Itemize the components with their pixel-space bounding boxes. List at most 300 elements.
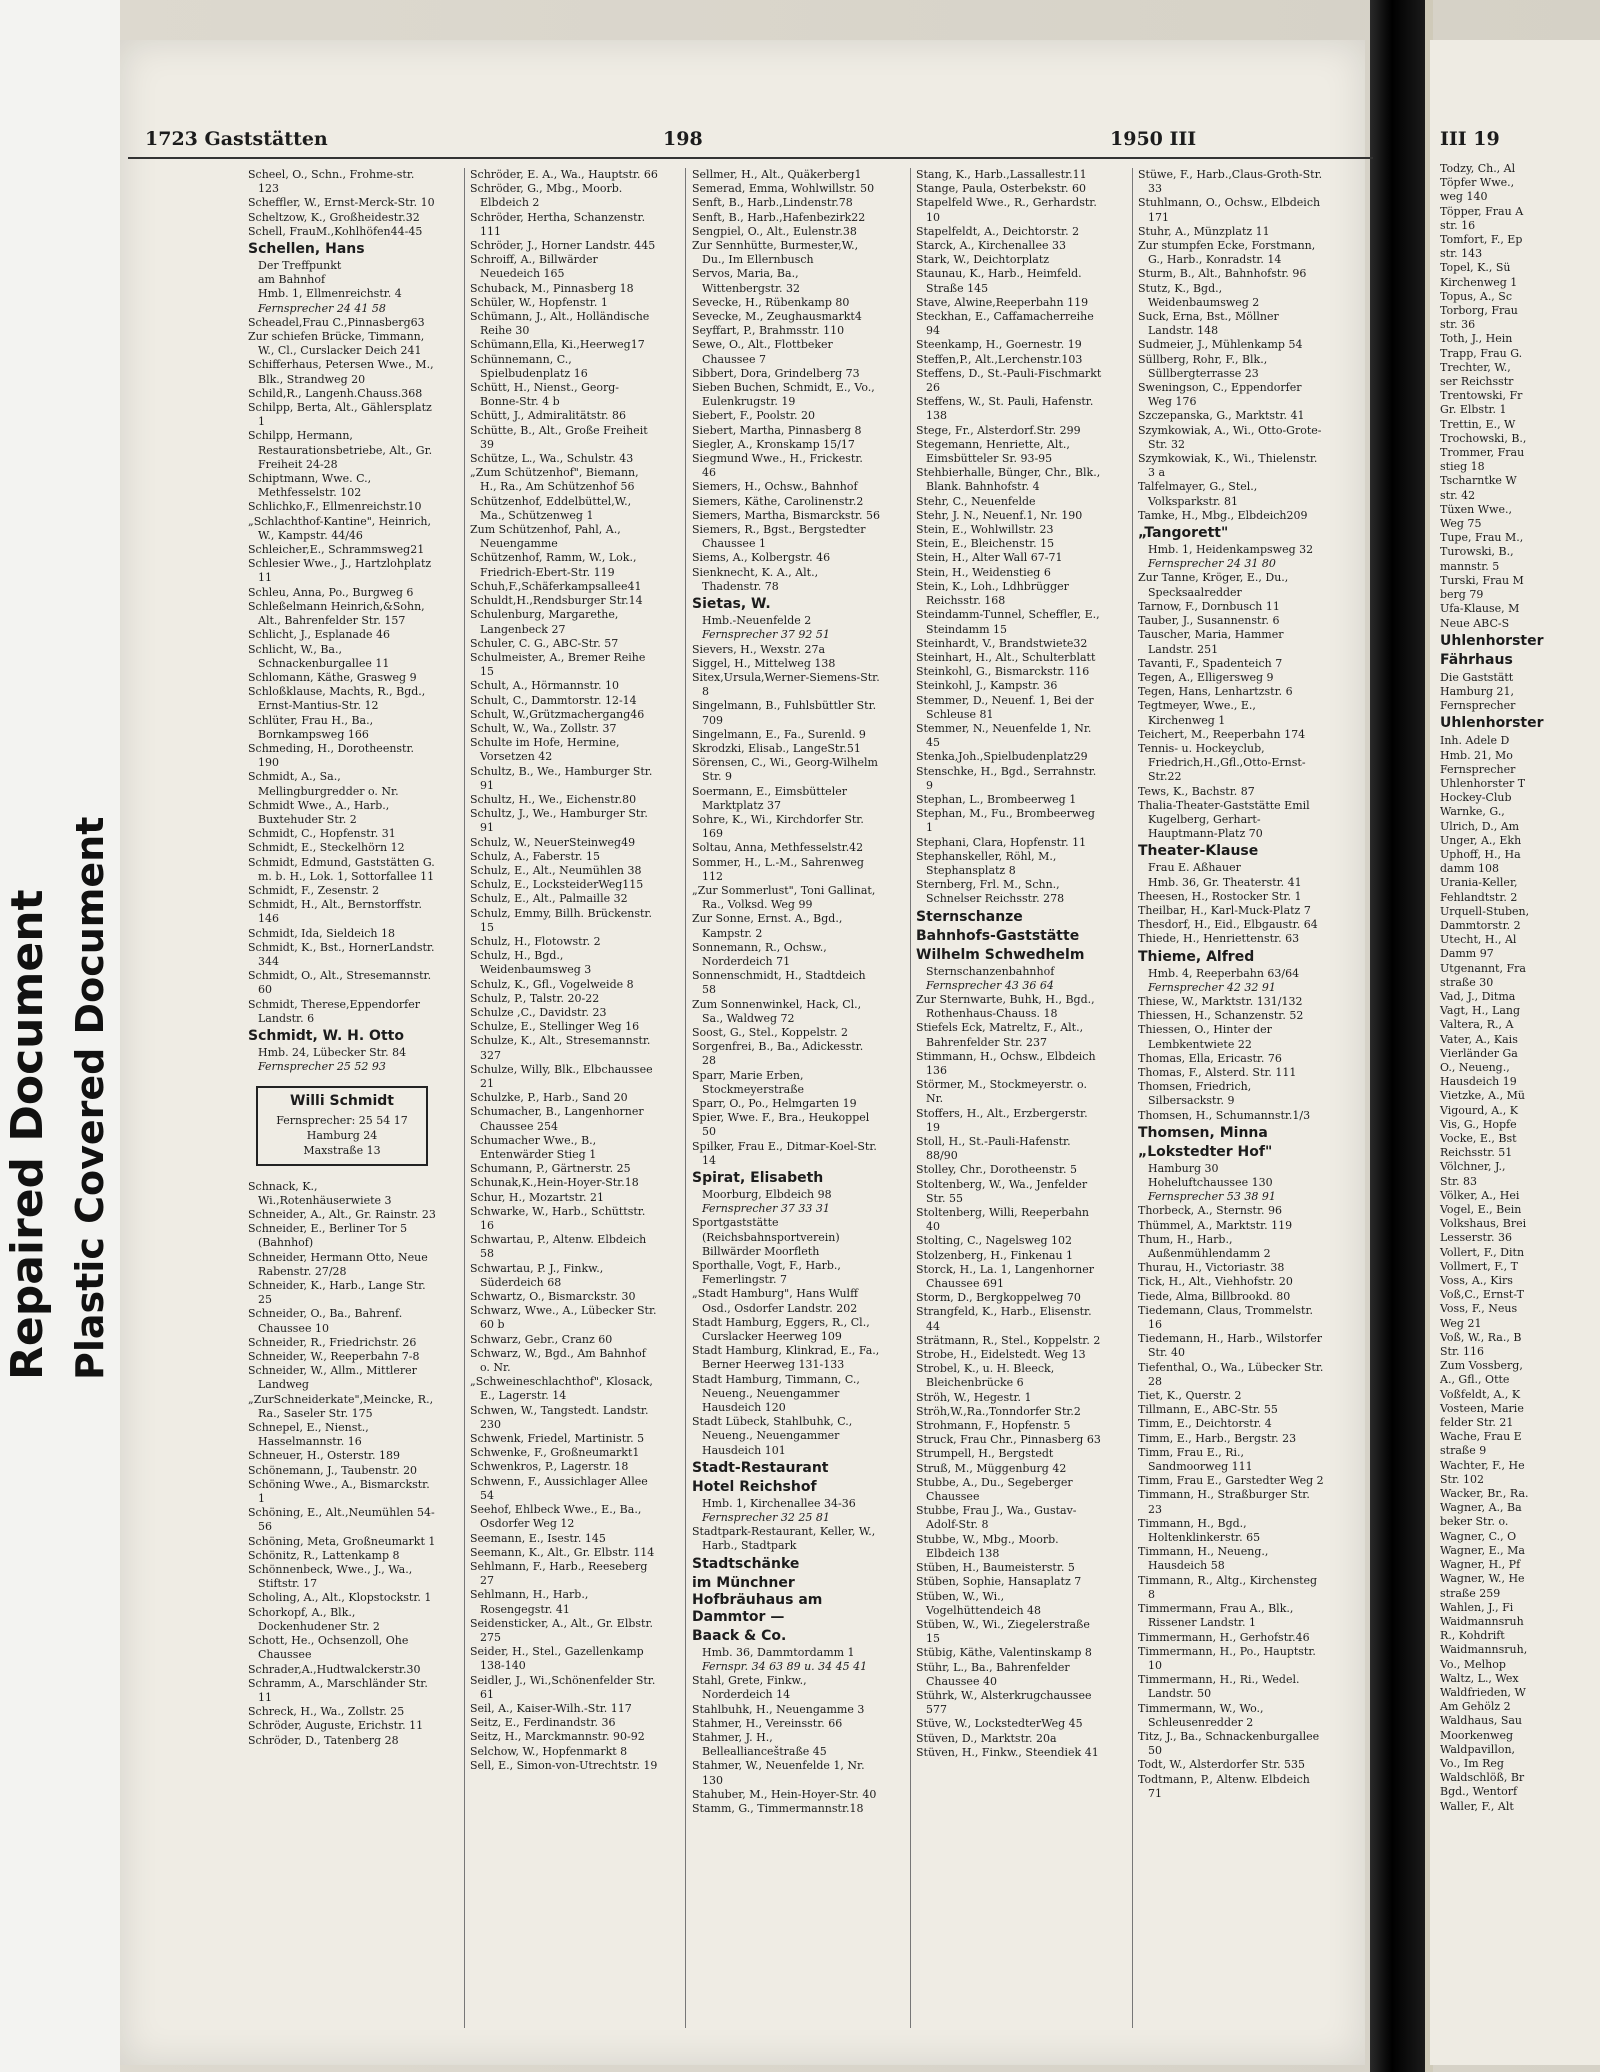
right-page-entry: Topel, K., Sü — [1440, 261, 1511, 275]
directory-entry: Schultz, H., We., Eichenstr.80 — [470, 792, 637, 806]
directory-entry: Schöning, E., Alt.,Neumühlen 54-56 — [248, 1506, 435, 1534]
right-page-entry: Waldpavillon, — [1440, 1742, 1516, 1756]
business-heading: „Lokstedter Hof" — [1138, 1143, 1273, 1160]
directory-entry: Schulz, H., Flotowstr. 2 — [470, 934, 601, 948]
directory-entry: Thalia-Theater-Gaststätte Emil Kugelberg, Gerhart-Hauptmann-Platz 70 — [1138, 798, 1310, 841]
directory-entry: Schwenk, Friedel, Martinistr. 5 — [470, 1432, 645, 1446]
directory-entry: Stoltenberg, Willi, Reeperbahn 40 — [916, 1206, 1090, 1234]
directory-entry: Stubbe, W., Mbg., Moorb. Elbdeich 138 — [916, 1532, 1059, 1560]
right-page-entry: Zum Vossberg, — [1440, 1359, 1523, 1373]
directory-entry: Schifferhaus, Petersen Wwe., M., Blk., Strandweg 20 — [248, 358, 434, 386]
right-page-entry: Völchner, J., — [1440, 1160, 1506, 1174]
directory-entry: Stüwe, F., Harb.,Claus-Groth-Str. 33 — [1138, 168, 1323, 196]
directory-entry: Sengpiel, O., Alt., Eulenstr.38 — [692, 224, 857, 238]
directory-entry: Stolley, Chr., Dorotheenstr. 5 — [916, 1163, 1077, 1177]
phone-line: Fernsprecher 42 32 91 — [1148, 980, 1276, 994]
directory-entry: Skrodzki, Elisab., LangeStr.51 — [692, 741, 861, 755]
right-page-header: III 19 — [1440, 128, 1500, 150]
directory-entry: Schröder, J., Horner Landstr. 445 — [470, 239, 656, 253]
directory-entry: „Zur Sommerlust", Toni Gallinat, Ra., Volksd. Weg 99 — [692, 883, 876, 912]
directory-entry: Schröder, G., Mbg., Moorb. Elbdeich 2 — [470, 182, 623, 210]
book-gutter — [1370, 0, 1425, 2072]
address-line: Hmb. 1, Kirchenallee 34-36 — [702, 1496, 856, 1510]
directory-entry: Stadt Hamburg, Klinkrad, E., Fa., Berner Heerweg 131-133 — [692, 1344, 880, 1372]
directory-entry: Stolzenberg, H., Finkenau 1 — [916, 1248, 1074, 1262]
directory-entry: Szymkowiak, K., Wi., Thielenstr. 3 a — [1138, 452, 1318, 480]
right-page-entry: Lesserstr. 36 — [1440, 1231, 1512, 1245]
directory-entry: Talfelmayer, G., Stel., Volksparkstr. 81 — [1138, 480, 1258, 508]
directory-entry: Todt, W., Alsterdorfer Str. 535 — [1138, 1758, 1305, 1772]
address-line: Frau E. Aßhauer — [1148, 861, 1241, 875]
directory-entry: Scheel, O., Schn., Frohme-str. 123 — [248, 168, 415, 196]
right-page-entry: Vigourd, A., K — [1440, 1103, 1518, 1117]
directory-entry: Ströh, W., Hegestr. 1 — [916, 1390, 1032, 1404]
directory-entry: Schneider, R., Friedrichstr. 26 — [248, 1335, 417, 1349]
directory-entry: Thesdorf, H., Eid., Elbgaustr. 64 — [1138, 918, 1318, 932]
directory-entry: Sorgenfrei, B., Ba., Adickesstr. 28 — [692, 1040, 864, 1068]
business-heading: Spirat, Elisabeth — [692, 1170, 824, 1187]
business-heading: Thomsen, Minna — [1138, 1124, 1268, 1141]
right-page-entry: Gr. Elbstr. 1 — [1440, 403, 1507, 417]
directory-entry: Sturm, B., Alt., Bahnhofstr. 96 — [1138, 267, 1307, 281]
header-left: 1723 Gaststätten — [145, 128, 328, 150]
right-page-entry: Fährhaus — [1440, 651, 1513, 668]
directory-entry: Stein, H., Alter Wall 67-71 — [916, 551, 1063, 565]
right-page-entry: Str. 83 — [1440, 1174, 1477, 1188]
plastic-covered-label: Plastic Covered Document — [68, 816, 112, 1380]
address-line: Der Treffpunkt — [258, 259, 342, 273]
directory-entry: Strangfeld, K., Harb., Elisenstr. 44 — [916, 1305, 1092, 1333]
directory-entry: Sudmeier, J., Mühlenkamp 54 — [1138, 338, 1303, 352]
directory-entry: Schümann, J., Alt., Holländische Reihe 30 — [470, 310, 650, 338]
directory-entry: Schöning Wwe., A., Bismarckstr. 1 — [248, 1477, 430, 1506]
directory-entry: Timmann, R., Altg., Kirchensteg 8 — [1138, 1573, 1318, 1601]
directory-entry: Stüve, W., LockstedterWeg 45 — [916, 1717, 1083, 1731]
right-page-entry: Hamburg 21, — [1440, 684, 1514, 698]
right-page-entry: Wache, Frau E — [1440, 1430, 1522, 1444]
right-page-entry: Trommer, Frau — [1440, 446, 1525, 460]
directory-entry: Steffen,P., Alt.,Lerchenstr.103 — [916, 352, 1083, 366]
directory-entry: Schult, A., Hörmannstr. 10 — [470, 679, 619, 693]
directory-entry: Schuback, M., Pinnasberg 18 — [470, 281, 634, 295]
right-page-entry: Vo., Melhop — [1440, 1657, 1506, 1671]
right-page-entry: Trentowski, Fr — [1440, 389, 1523, 403]
directory-entry: Schulze, K., Alt., Stresemannstr. 327 — [470, 1034, 651, 1062]
directory-entry: Spilker, Frau E., Ditmar-Koel-Str. 14 — [692, 1139, 877, 1167]
directory-entry: Sonnenschmidt, H., Stadtdeich 58 — [692, 969, 866, 997]
right-page-entry: Wagner, A., Ba — [1440, 1501, 1522, 1515]
directory-entry: Sparr, Marie Erben, Stockmeyerstraße — [692, 1068, 805, 1096]
address-line: Hoheluftchaussee 130 — [1148, 1176, 1273, 1189]
directory-entry: Schulz, E., Alt., Neumühlen 38 — [470, 863, 642, 877]
directory-entry: Strobe, H., Eidelstedt. Weg 13 — [916, 1348, 1086, 1362]
directory-entry: Stübig, Käthe, Valentinskamp 8 — [916, 1646, 1092, 1660]
directory-entry: Schult, W., Wa., Zollstr. 37 — [470, 721, 617, 735]
directory-entry: Timmermann, H., Ri., Wedel. Landstr. 50 — [1138, 1673, 1300, 1701]
right-page-entry: Die Gaststätt — [1440, 670, 1514, 684]
directory-entry: Sienknecht, K. A., Alt., Thadenstr. 78 — [692, 565, 819, 593]
directory-entry: Schneider, K., Harb., Lange Str. 25 — [248, 1279, 426, 1307]
right-page-entry: Wachter, F., He — [1440, 1458, 1525, 1472]
directory-entry: Steinhardt, V., Brandstwiete32 — [916, 636, 1088, 650]
address-line: Hmb. 36, Gr. Theaterstr. 41 — [1148, 875, 1302, 889]
directory-entry: Senft, B., Harb.,Hafenbezirk22 — [692, 210, 866, 224]
directory-entry: Schmeding, H., Dorotheenstr. 190 — [248, 741, 415, 770]
directory-entry: Schmidt, K., Bst., HornerLandstr. 344 — [248, 940, 435, 968]
directory-entry: Stahuber, M., Hein-Hoyer-Str. 40 — [692, 1787, 877, 1801]
directory-entry: Schröder, E. A., Wa., Hauptstr. 66 — [470, 168, 658, 181]
directory-entry: „Stadt Hamburg", Hans Wulff Osd., Osdorfer Landstr. 202 — [692, 1287, 858, 1315]
directory-entry: Seemann, K., Alt., Gr. Elbstr. 114 — [470, 1545, 655, 1559]
directory-entry: Timm, Frau E., Garstedter Weg 2 — [1138, 1474, 1324, 1488]
directory-entry: Stühr, L., Ba., Bahrenfelder Chaussee 40 — [916, 1660, 1070, 1688]
phone-line: Fernsprecher 24 31 80 — [1148, 557, 1276, 571]
right-page-entry: Vogel, E., Bein — [1440, 1203, 1522, 1217]
right-page-entry: Wagner, E., Ma — [1440, 1543, 1525, 1557]
directory-entry: Timmermann, W., Wo., Schleusenredder 2 — [1138, 1701, 1264, 1729]
directory-entry: Schell, FrauM.,Kohlhöfen44-45 — [248, 224, 423, 238]
phone-line: Fernsprecher 37 92 51 — [702, 628, 830, 642]
directory-entry: Thomas, F., Alsterd. Str. 111 — [1138, 1065, 1297, 1079]
directory-entry: Tews, K., Bachstr. 87 — [1138, 784, 1255, 798]
directory-entry: Ströh,W.,Ra.,Tonndorfer Str.2 — [916, 1404, 1081, 1418]
directory-entry: Zur Sonne, Ernst. A., Bgd., Kampstr. 2 — [692, 912, 843, 940]
right-page-entry: Inh. Adele D — [1440, 734, 1510, 748]
phone-line: Fernspr. 34 63 89 u. 34 45 41 — [702, 1659, 868, 1673]
directory-entry: Stiefels Eck, Matreltz, F., Alt., Bahrenfelder Str. 237 — [916, 1021, 1084, 1049]
directory-entry: Schorkopf, A., Blk., Dockenhudener Str. 2 — [248, 1605, 380, 1633]
directory-entry: Timmermann, H., Po., Hauptstr. 10 — [1138, 1644, 1316, 1672]
directory-entry: Schneider, W., Allm., Mittlerer Landweg — [248, 1364, 417, 1392]
directory-entry: Siemers, Käthe, Carolinenstr.2 — [692, 494, 864, 508]
directory-entry: Schiptmann, Wwe. C., Methfesselstr. 102 — [248, 472, 372, 500]
directory-entry: Steinkohl, G., Bismarckstr. 116 — [916, 665, 1090, 679]
directory-entry: Stapelfeld Wwe., R., Gerhardstr. 10 — [916, 196, 1097, 224]
directory-entry: Schwartau, P. J., Finkw., Süderdeich 68 — [470, 1261, 604, 1289]
business-heading: Stadtschänke — [692, 1555, 800, 1572]
directory-entry: Stoffers, H., Alt., Erzbergerstr. 19 — [916, 1106, 1088, 1134]
directory-entry: Schlomann, Käthe, Grasweg 9 — [248, 670, 417, 684]
right-page-entry: Wagner, H., Pf — [1440, 1558, 1521, 1572]
right-page-entry: Unger, A., Ekh — [1440, 833, 1522, 847]
right-page-entry: Vater, A., Kais — [1440, 1032, 1518, 1046]
right-page-entry: Wacker, Br., Ra. — [1440, 1487, 1529, 1501]
right-page-entry: Fernsprecher — [1440, 762, 1516, 776]
right-page-entry: Fernsprecher — [1440, 699, 1516, 713]
directory-entry: Schuler, C. G., ABC-Str. 57 — [470, 636, 619, 650]
right-page-entry: Uphoff, H., Ha — [1440, 847, 1521, 861]
right-page-entry: Tscharntke W — [1440, 474, 1517, 488]
directory-entry: Stahl, Grete, Finkw., Norderdeich 14 — [692, 1674, 807, 1702]
directory-entry: Stemmer, N., Neuenfelde 1, Nr. 45 — [916, 721, 1092, 750]
directory-entry: Zur Tanne, Kröger, E., Du., Specksaalredder — [1138, 571, 1289, 599]
directory-entry: Stehbierhalle, Bünger, Chr., Blk., Blank. Bahnhofstr. 4 — [916, 466, 1101, 494]
directory-entry: Schott, He., Ochsenzoll, Ohe Chaussee — [248, 1634, 409, 1662]
directory-entry: Stadtpark-Restaurant, Keller, W., Harb., Stadtpark — [692, 1525, 876, 1553]
right-page-entry: mannstr. 5 — [1440, 559, 1500, 573]
directory-entry: Schwarke, W., Harb., Schüttstr. 16 — [470, 1204, 646, 1233]
right-page-entry: Trechter, W., — [1440, 360, 1511, 374]
directory-entry: „Zum Schützenhof", Biemann, H., Ra., Am Schützenhof 56 — [470, 466, 639, 494]
directory-entry: Seitz, E., Ferdinandstr. 36 — [470, 1716, 616, 1730]
directory-entry: Sonnemann, R., Ochsw., Norderdeich 71 — [692, 940, 827, 968]
directory-entry: Siemers, Martha, Bismarckstr. 56 — [692, 508, 880, 522]
directory-entry: Stüven, H., Finkw., Steendiek 41 — [916, 1745, 1099, 1759]
right-page-fragment — [1430, 40, 1600, 2065]
directory-entry: Steffens, D., St.-Pauli-Fischmarkt 26 — [916, 366, 1102, 395]
directory-entry: Schmidt, F., Zesenstr. 2 — [248, 883, 380, 897]
right-page-entry: str. 36 — [1440, 318, 1476, 332]
directory-entry: Tiedemann, H., Harb., Wilstorfer Str. 40 — [1138, 1332, 1323, 1360]
directory-entry: Stuhr, A., Münzplatz 11 — [1138, 224, 1270, 238]
right-page-entry: Vocke, E., Bst — [1440, 1132, 1517, 1145]
directory-entry: Thomsen, Friedrich, Silbersackstr. 9 — [1138, 1080, 1252, 1108]
right-page-entry: Dammtorstr. 2 — [1440, 918, 1521, 932]
right-page-entry: Torborg, Frau — [1440, 304, 1518, 318]
directory-entry: Strätmann, R., Stel., Koppelstr. 2 — [916, 1333, 1101, 1347]
right-page-entry: Vierländer Ga — [1440, 1046, 1518, 1060]
directory-entry: Schmidt, A., Sa., Mellingburgredder o. Nr. — [248, 770, 399, 798]
directory-entry: Schulz, A., Faberstr. 15 — [470, 849, 600, 863]
directory-entry: Stamm, G., Timmermannstr.18 — [692, 1801, 864, 1815]
directory-entry: Szymkowiak, A., Wi., Otto-Grote-Str. 32 — [1138, 423, 1322, 451]
directory-entry: Stahmer, H., Vereinsstr. 66 — [692, 1716, 843, 1730]
directory-entry: Thiese, W., Marktstr. 131/132 — [1138, 994, 1303, 1008]
directory-entry: Schröder, Hertha, Schanzenstr. 111 — [470, 210, 646, 238]
directory-entry: Süllberg, Rohr, F., Blk., Süllbergterrasse 23 — [1138, 352, 1268, 380]
directory-entry: Schrader,A.,Hudtwalckerstr.30 — [248, 1662, 421, 1676]
directory-entry: Stüben, W., Wi., Vogelhüttendeich 48 — [916, 1589, 1042, 1617]
directory-entry: Schlicht, J., Esplanade 46 — [248, 628, 391, 642]
ad-title: Willi Schmidt — [290, 1093, 394, 1110]
directory-entry: Tarnow, F., Dornbusch 11 — [1138, 599, 1280, 613]
business-heading: Wilhelm Schwedhelm — [916, 946, 1085, 963]
right-page-entry: Moorkenweg — [1440, 1728, 1513, 1742]
right-page-entry: Urquell-Stuben, — [1440, 904, 1530, 918]
header-right: 1950 III — [1110, 128, 1197, 150]
address-line: Hmb. 4, Reeperbahn 63/64 — [1148, 966, 1300, 980]
directory-entry: Tavanti, F., Spadenteich 7 — [1138, 656, 1283, 670]
column-4 — [916, 168, 1104, 2028]
directory-entry: Schützenhof, Eddelbüttel,W., Ma., Schützenweg 1 — [470, 494, 632, 522]
directory-entry: Schur, H., Mozartstr. 21 — [470, 1190, 605, 1204]
directory-entry: Schütze, L., Wa., Schulstr. 43 — [470, 452, 634, 466]
directory-entry: Timmann, H., Bgd., Holtenklinkerstr. 65 — [1138, 1516, 1261, 1545]
directory-entry: Seil, A., Kaiser-Wilh.-Str. 117 — [470, 1701, 632, 1715]
directory-entry: Tiede, Alma, Billbrookd. 80 — [1138, 1289, 1291, 1303]
right-page-entry: Urania-Keller, — [1440, 876, 1518, 890]
directory-entry: Stephanskeller, Röhl, M., Stephansplatz 8 — [916, 849, 1057, 877]
column-3 — [692, 168, 880, 2028]
directory-entry: Schlicht, W., Ba., Schnackenburgallee 11 — [248, 642, 390, 670]
right-page-entry: Vollert, F., Ditn — [1440, 1245, 1525, 1259]
directory-entry: Stahmer, J. H., Belleallianceštraße 45 — [692, 1730, 827, 1759]
right-page-entry: Vosteen, Marie — [1440, 1401, 1524, 1415]
right-page-entry: straße 30 — [1440, 975, 1494, 989]
directory-entry: Stein, E., Wohlwillstr. 23 — [916, 523, 1054, 537]
right-page-entry: Valtera, R., A — [1440, 1018, 1514, 1032]
right-page-entry: Waldschlöß, Br — [1440, 1771, 1525, 1785]
directory-entry: Steinkohl, J., Kampstr. 36 — [916, 679, 1058, 693]
directory-entry: Stüben, H., Baumeisterstr. 5 — [916, 1561, 1075, 1575]
directory-entry: Schüler, W., Hopfenstr. 1 — [470, 295, 608, 309]
directory-entry: Schnepel, E., Nienst., Hasselmannstr. 16 — [248, 1421, 369, 1449]
directory-entry: Selchow, W., Hopfenmarkt 8 — [470, 1744, 628, 1758]
directory-entry: Theilbar, H., Karl-Muck-Platz 7 — [1138, 903, 1311, 917]
directory-entry: Sportgaststätte (Reichsbahnsportverein) Billwärder Moorfleth — [692, 1216, 840, 1258]
directory-entry: Schwenn, F., Aussichlager Allee 54 — [470, 1474, 648, 1502]
directory-entry: Schwarz, Gebr., Cranz 60 — [470, 1332, 613, 1346]
directory-entry: Siegmund Wwe., H., Frickestr. 46 — [692, 452, 863, 480]
address-line: Hmb. 36, Dammtordamm 1 — [702, 1645, 855, 1659]
column-divider — [685, 168, 686, 2028]
directory-entry: Stein, K., Loh., Ldhbrügger Reichsstr. 168 — [916, 579, 1069, 608]
directory-entry: Stubbe, Frau J., Wa., Gustav-Adolf-Str. 8 — [916, 1504, 1077, 1532]
directory-entry: Scheltzow, K., Großheidestr.32 — [248, 210, 420, 224]
right-page-entry: Trapp, Frau G. — [1440, 346, 1523, 360]
directory-entry: Timmann, H., Neueng., Hausdeich 58 — [1138, 1545, 1269, 1573]
directory-entry: Sell, E., Simon-von-Utrechtstr. 19 — [470, 1758, 658, 1772]
directory-entry: Siegler, A., Kronskamp 15/17 — [692, 437, 855, 451]
right-page-entry: str. 16 — [1440, 218, 1476, 232]
directory-entry: Staunau, K., Harb., Heimfeld. Straße 145 — [916, 267, 1082, 295]
directory-entry: Stange, Paula, Osterbekstr. 60 — [916, 182, 1086, 196]
right-page-entry: stieg 18 — [1440, 460, 1485, 474]
directory-entry: Stimmann, H., Ochsw., Elbdeich 136 — [916, 1049, 1096, 1077]
directory-entry: Timm, Frau E., Ri., Sandmoorweg 111 — [1138, 1445, 1253, 1474]
directory-entry: Siemers, H., Ochsw., Bahnhof — [692, 480, 858, 494]
directory-entry: Stave, Alwine,Reeperbahn 119 — [916, 295, 1089, 309]
directory-entry: Sievers, H., Wexstr. 27a — [692, 642, 826, 656]
phone-line: Fernsprecher 37 33 31 — [702, 1202, 830, 1216]
directory-entry: Schulz, H., Bgd., Weidenbaumsweg 3 — [470, 949, 592, 977]
address-line: Hmb.-Neuenfelde 2 — [702, 614, 812, 628]
address-line: Hmb. 24, Lübecker Str. 84 — [258, 1045, 407, 1059]
directory-entry: Sibbert, Dora, Grindelberg 73 — [692, 366, 860, 380]
right-page-entry: Hockey-Club — [1440, 791, 1512, 805]
directory-entry: Timmann, H., Straßburger Str. 23 — [1138, 1488, 1310, 1516]
directory-entry: Sevecke, M., Zeughausmarkt4 — [692, 310, 862, 324]
directory-entry: Schloßklause, Machts, R., Bgd., Ernst-Mantius-Str. 12 — [248, 685, 426, 713]
phone-line: Fernsprecher 25 52 93 — [258, 1060, 386, 1074]
directory-entry: Tiedemann, Claus, Trommelstr. 16 — [1138, 1303, 1314, 1332]
right-page-entry: Trochowski, B., — [1440, 431, 1527, 445]
directory-entry: Starck, A., Kirchenallee 33 — [916, 239, 1066, 253]
directory-entry: Stutz, K., Bgd., Weidenbaumsweg 2 — [1138, 281, 1260, 309]
directory-entry: Schulz, E., Alt., Palmaille 32 — [470, 892, 628, 906]
directory-entry: Schumann, P., Gärtnerstr. 25 — [470, 1162, 631, 1176]
directory-entry: Schult, C., Dammtorstr. 12-14 — [470, 693, 637, 707]
directory-entry: Storm, D., Bergkoppelweg 70 — [916, 1291, 1081, 1305]
directory-entry: Stehr, C., Neuenfelde — [916, 494, 1036, 508]
directory-entry: Strohmann, F., Hopfenstr. 5 — [916, 1419, 1071, 1433]
right-page-entry: Hausdeich 19 — [1440, 1075, 1517, 1089]
address-line: Moorburg, Elbdeich 98 — [702, 1188, 832, 1202]
right-page-entry: Toth, J., Hein — [1440, 332, 1513, 346]
directory-entry: Schulz, W., NeuerSteinweg49 — [470, 835, 636, 849]
directory-entry: Siems, A., Kolbergstr. 46 — [692, 551, 831, 565]
right-page-entry: Topus, A., Sc — [1440, 289, 1512, 303]
right-page-entry: beker Str. o. — [1440, 1515, 1509, 1529]
directory-entry: Thomas, Ella, Ericastr. 76 — [1138, 1051, 1282, 1065]
directory-entry: Stahmer, W., Neuenfelde 1, Nr. 130 — [692, 1759, 865, 1787]
directory-entry: Zur stumpfen Ecke, Forstmann, G., Harb., Konradstr. 14 — [1138, 239, 1316, 267]
directory-entry: Schulze, E., Stellinger Weg 16 — [470, 1020, 640, 1034]
directory-entry: Tillmann, E., ABC-Str. 55 — [1138, 1403, 1278, 1417]
right-page-entry: Am Gehölz 2 — [1440, 1700, 1511, 1714]
right-page-entry: Ulrich, D., Am — [1440, 819, 1520, 833]
directory-entry: Schulz, E., LocksteiderWeg115 — [470, 878, 644, 892]
directory-entry: Sohre, K., Wi., Kirchdorfer Str. 169 — [692, 812, 864, 841]
directory-entry: Timm, E., Deichtorstr. 4 — [1138, 1417, 1272, 1431]
directory-entry: Tauber, J., Susannenstr. 6 — [1138, 614, 1280, 628]
address-line: Sternschanzenbahnhof — [926, 964, 1055, 978]
directory-entry: Schulze, Willy, Blk., Elbchaussee 21 — [470, 1062, 653, 1090]
page-header — [0, 128, 1600, 154]
directory-entry: Thümmel, A., Marktstr. 119 — [1138, 1218, 1293, 1232]
directory-entry: Servos, Maria, Ba., Wittenbergstr. 32 — [692, 267, 801, 295]
directory-entry: Sparr, O., Po., Helmgarten 19 — [692, 1097, 857, 1110]
directory-entry: Schulte im Hofe, Hermine, Vorsetzen 42 — [470, 736, 620, 764]
phone-line: Fernsprecher 32 25 81 — [702, 1511, 830, 1525]
directory-entry: Steckhan, E., Caffamacherreihe 94 — [916, 310, 1094, 338]
directory-entry: Schwarz, W., Bgd., Am Bahnhof o. Nr. — [470, 1346, 646, 1375]
directory-entry: Stenka,Joh.,Spielbudenplatz29 — [916, 750, 1088, 764]
directory-entry: Stüben, W., Wi., Ziegelerstraße 15 — [916, 1617, 1090, 1646]
directory-entry: Schulzke, P., Harb., Sand 20 — [470, 1091, 628, 1105]
right-page-entry: Vo., Im Reg — [1440, 1756, 1504, 1770]
header-rule — [128, 157, 1373, 159]
directory-entry: Schwarz, Wwe., A., Lübecker Str. 60 b — [470, 1304, 657, 1332]
page-number: 198 — [663, 128, 703, 150]
repaired-label: Repaired Document — [2, 889, 53, 1380]
directory-entry: Stege, Fr., Alsterdorf.Str. 299 — [916, 423, 1081, 437]
right-page-entry: Töpfer Wwe., — [1440, 176, 1515, 190]
directory-entry: Thiessen, H., Schanzenstr. 52 — [1138, 1009, 1304, 1023]
directory-entry: Seider, H., Stel., Gazellenkamp 138-140 — [470, 1645, 644, 1673]
directory-entry: Steffens, W., St. Pauli, Hafenstr. 138 — [916, 395, 1094, 423]
directory-entry: Suck, Erna, Bst., Möllner Landstr. 148 — [1138, 310, 1279, 338]
directory-entry: Schwartau, P., Altenw. Elbdeich 58 — [470, 1233, 647, 1261]
directory-entry: Stemmer, D., Neuenf. 1, Bei der Schleuse 81 — [916, 693, 1094, 721]
directory-entry: Titz, J., Ba., Schnackenburgallee 50 — [1138, 1729, 1320, 1758]
directory-entry: Schilpp, Berta, Alt., Gählersplatz 1 — [248, 401, 432, 429]
directory-entry: Timmermann, Frau A., Blk., Rissener Landstr. 1 — [1138, 1602, 1294, 1630]
column-5 — [1138, 168, 1326, 2028]
directory-entry: Thorbeck, A., Sternstr. 96 — [1138, 1204, 1283, 1218]
directory-entry: Schneuer, H., Osterstr. 189 — [248, 1449, 401, 1463]
right-page-entry: berg 79 — [1440, 588, 1484, 602]
directory-entry: Semerad, Emma, Wohlwillstr. 50 — [692, 182, 875, 196]
right-page-entry: Wagner, W., He — [1440, 1572, 1525, 1586]
directory-entry: Schümann,Ella, Ki.,Heerweg17 — [470, 338, 645, 352]
right-page-entry: Vietzke, A., Mü — [1440, 1089, 1525, 1103]
directory-entry: Schulze ,C., Davidstr. 23 — [470, 1005, 607, 1019]
directory-entry: Sellmer, H., Alt., Quäkerberg1 — [692, 168, 862, 181]
directory-entry: Sewe, O., Alt., Flottbeker Chaussee 7 — [692, 338, 833, 366]
directory-entry: Schmidt, C., Hopfenstr. 31 — [248, 827, 396, 841]
directory-entry: Schult, W.,Grützmachergang46 — [470, 707, 645, 721]
right-page-entry: str. 143 — [1440, 247, 1483, 261]
directory-entry: Schütte, B., Alt., Große Freiheit 39 — [470, 423, 648, 451]
directory-entry: Spier, Wwe. F., Bra., Heukoppel 50 — [692, 1111, 870, 1139]
directory-entry: Seidler, J., Wi.,Schönenfelder Str. 61 — [470, 1673, 656, 1701]
address-line: Hmb. 1, Ellmenreichstr. 4 — [258, 287, 402, 301]
directory-entry: Sporthalle, Vogt, F., Harb., Femerlingstr. 7 — [692, 1259, 841, 1287]
directory-entry: Schröder, Auguste, Erichstr. 11 — [248, 1719, 424, 1733]
right-page-entry: Waltz, L., Wex — [1440, 1671, 1519, 1685]
directory-entry: Sternberg, Frl. M., Schn., Schnelser Reichsstr. 278 — [916, 878, 1065, 906]
